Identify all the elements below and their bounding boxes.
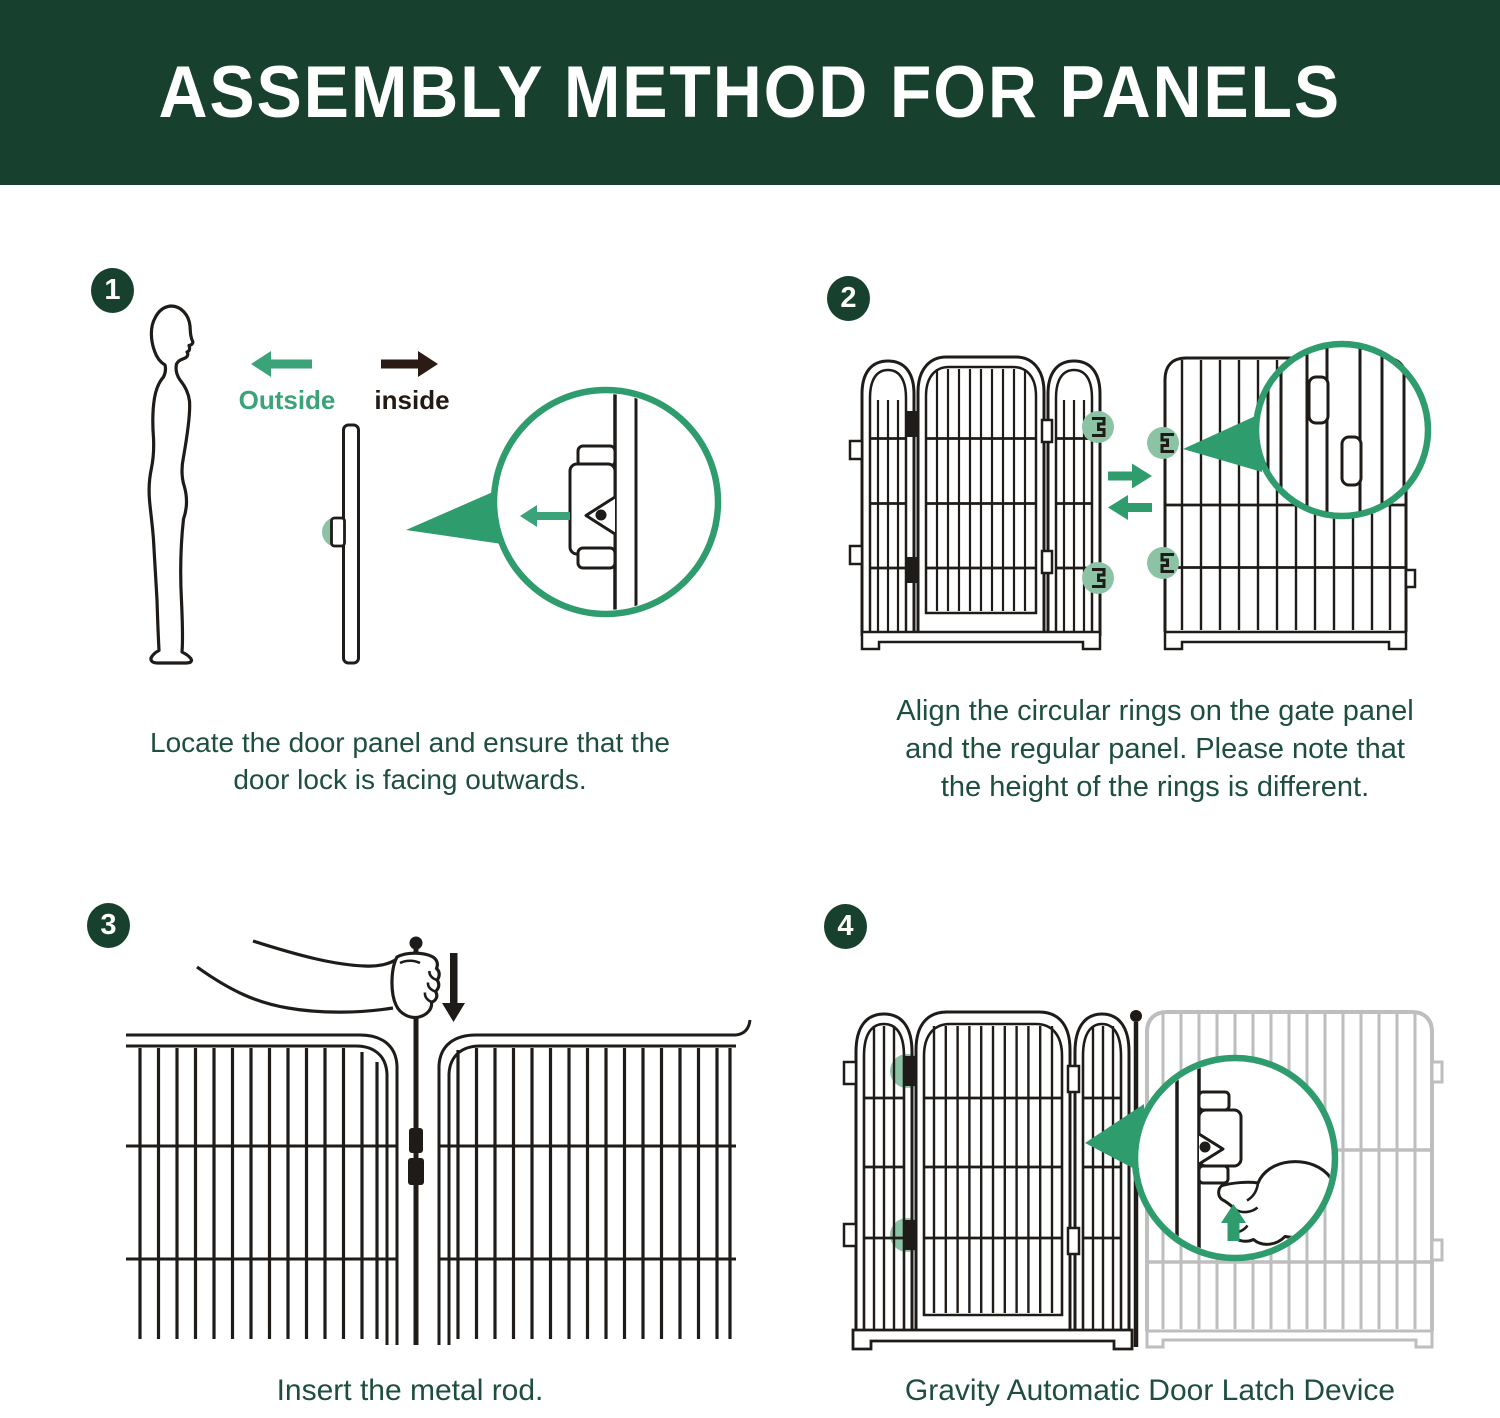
step4-caption xyxy=(800,1372,1500,1410)
magnifier-circle-step4 xyxy=(1135,1058,1337,1258)
step3-illustration xyxy=(60,880,760,1350)
door-lock xyxy=(332,518,345,546)
caption-line: and the regular panel. Please note that xyxy=(905,733,1405,765)
hinge xyxy=(906,411,917,437)
gate-panel xyxy=(844,1012,1132,1349)
magnifier-circle-step1 xyxy=(494,390,718,614)
step1-caption xyxy=(60,724,760,798)
latch-slot xyxy=(1042,551,1052,573)
caption-line: Locate the door panel and ensure that the xyxy=(150,727,670,758)
page-title: ASSEMBLY METHOD FOR PANELS xyxy=(158,52,1342,133)
latch-slot xyxy=(1068,1066,1079,1092)
caption-line: Gravity Automatic Door Latch Device xyxy=(904,1374,1396,1407)
step2-caption xyxy=(810,692,1500,806)
inside-arrow-icon xyxy=(381,351,438,377)
down-arrow-icon xyxy=(442,953,465,1022)
hinge xyxy=(904,1056,916,1086)
ring-lower xyxy=(1342,437,1361,485)
caption-line: Align the circular rings on the gate panel xyxy=(896,695,1414,727)
latch-slot xyxy=(1042,420,1052,442)
hand-gripping-rod xyxy=(197,941,439,1017)
gate-panel xyxy=(850,357,1114,649)
caption-line: the height of the rings is different. xyxy=(940,771,1370,803)
wire-panel-right xyxy=(439,1020,750,1345)
ring-highlight xyxy=(1147,427,1179,459)
hinge xyxy=(906,557,917,583)
step2-illustration xyxy=(820,250,1500,690)
outside-arrow-icon xyxy=(251,351,312,377)
step1-illustration xyxy=(60,250,760,720)
step3-caption xyxy=(60,1372,760,1410)
step3-number-badge: 3 xyxy=(87,903,130,948)
person-silhouette xyxy=(149,306,193,663)
step4-number-badge: 4 xyxy=(824,904,867,949)
caption-line: door lock is facing outwards. xyxy=(233,764,587,795)
latch-pin xyxy=(1200,1142,1211,1153)
ring-upper xyxy=(1309,377,1328,423)
step2-number-badge: 2 xyxy=(827,276,870,321)
latch-pin xyxy=(596,510,607,521)
inside-label: inside xyxy=(374,385,450,415)
swap-arrows-icon xyxy=(1108,464,1152,521)
step1-number-badge: 1 xyxy=(91,268,134,313)
ring-highlight xyxy=(1147,547,1179,579)
door-panel xyxy=(322,425,359,663)
magnifier-circle-step2 xyxy=(1256,344,1428,516)
latch-slot xyxy=(1068,1228,1079,1254)
header-banner xyxy=(0,0,1500,185)
wire-panel-left xyxy=(126,1035,397,1345)
hinge xyxy=(904,1220,916,1250)
step4-illustration xyxy=(800,880,1500,1355)
magnifier-pointer-wedge xyxy=(406,488,502,544)
caption-line: Insert the metal rod. xyxy=(276,1374,544,1407)
outside-label: Outside xyxy=(238,385,336,415)
